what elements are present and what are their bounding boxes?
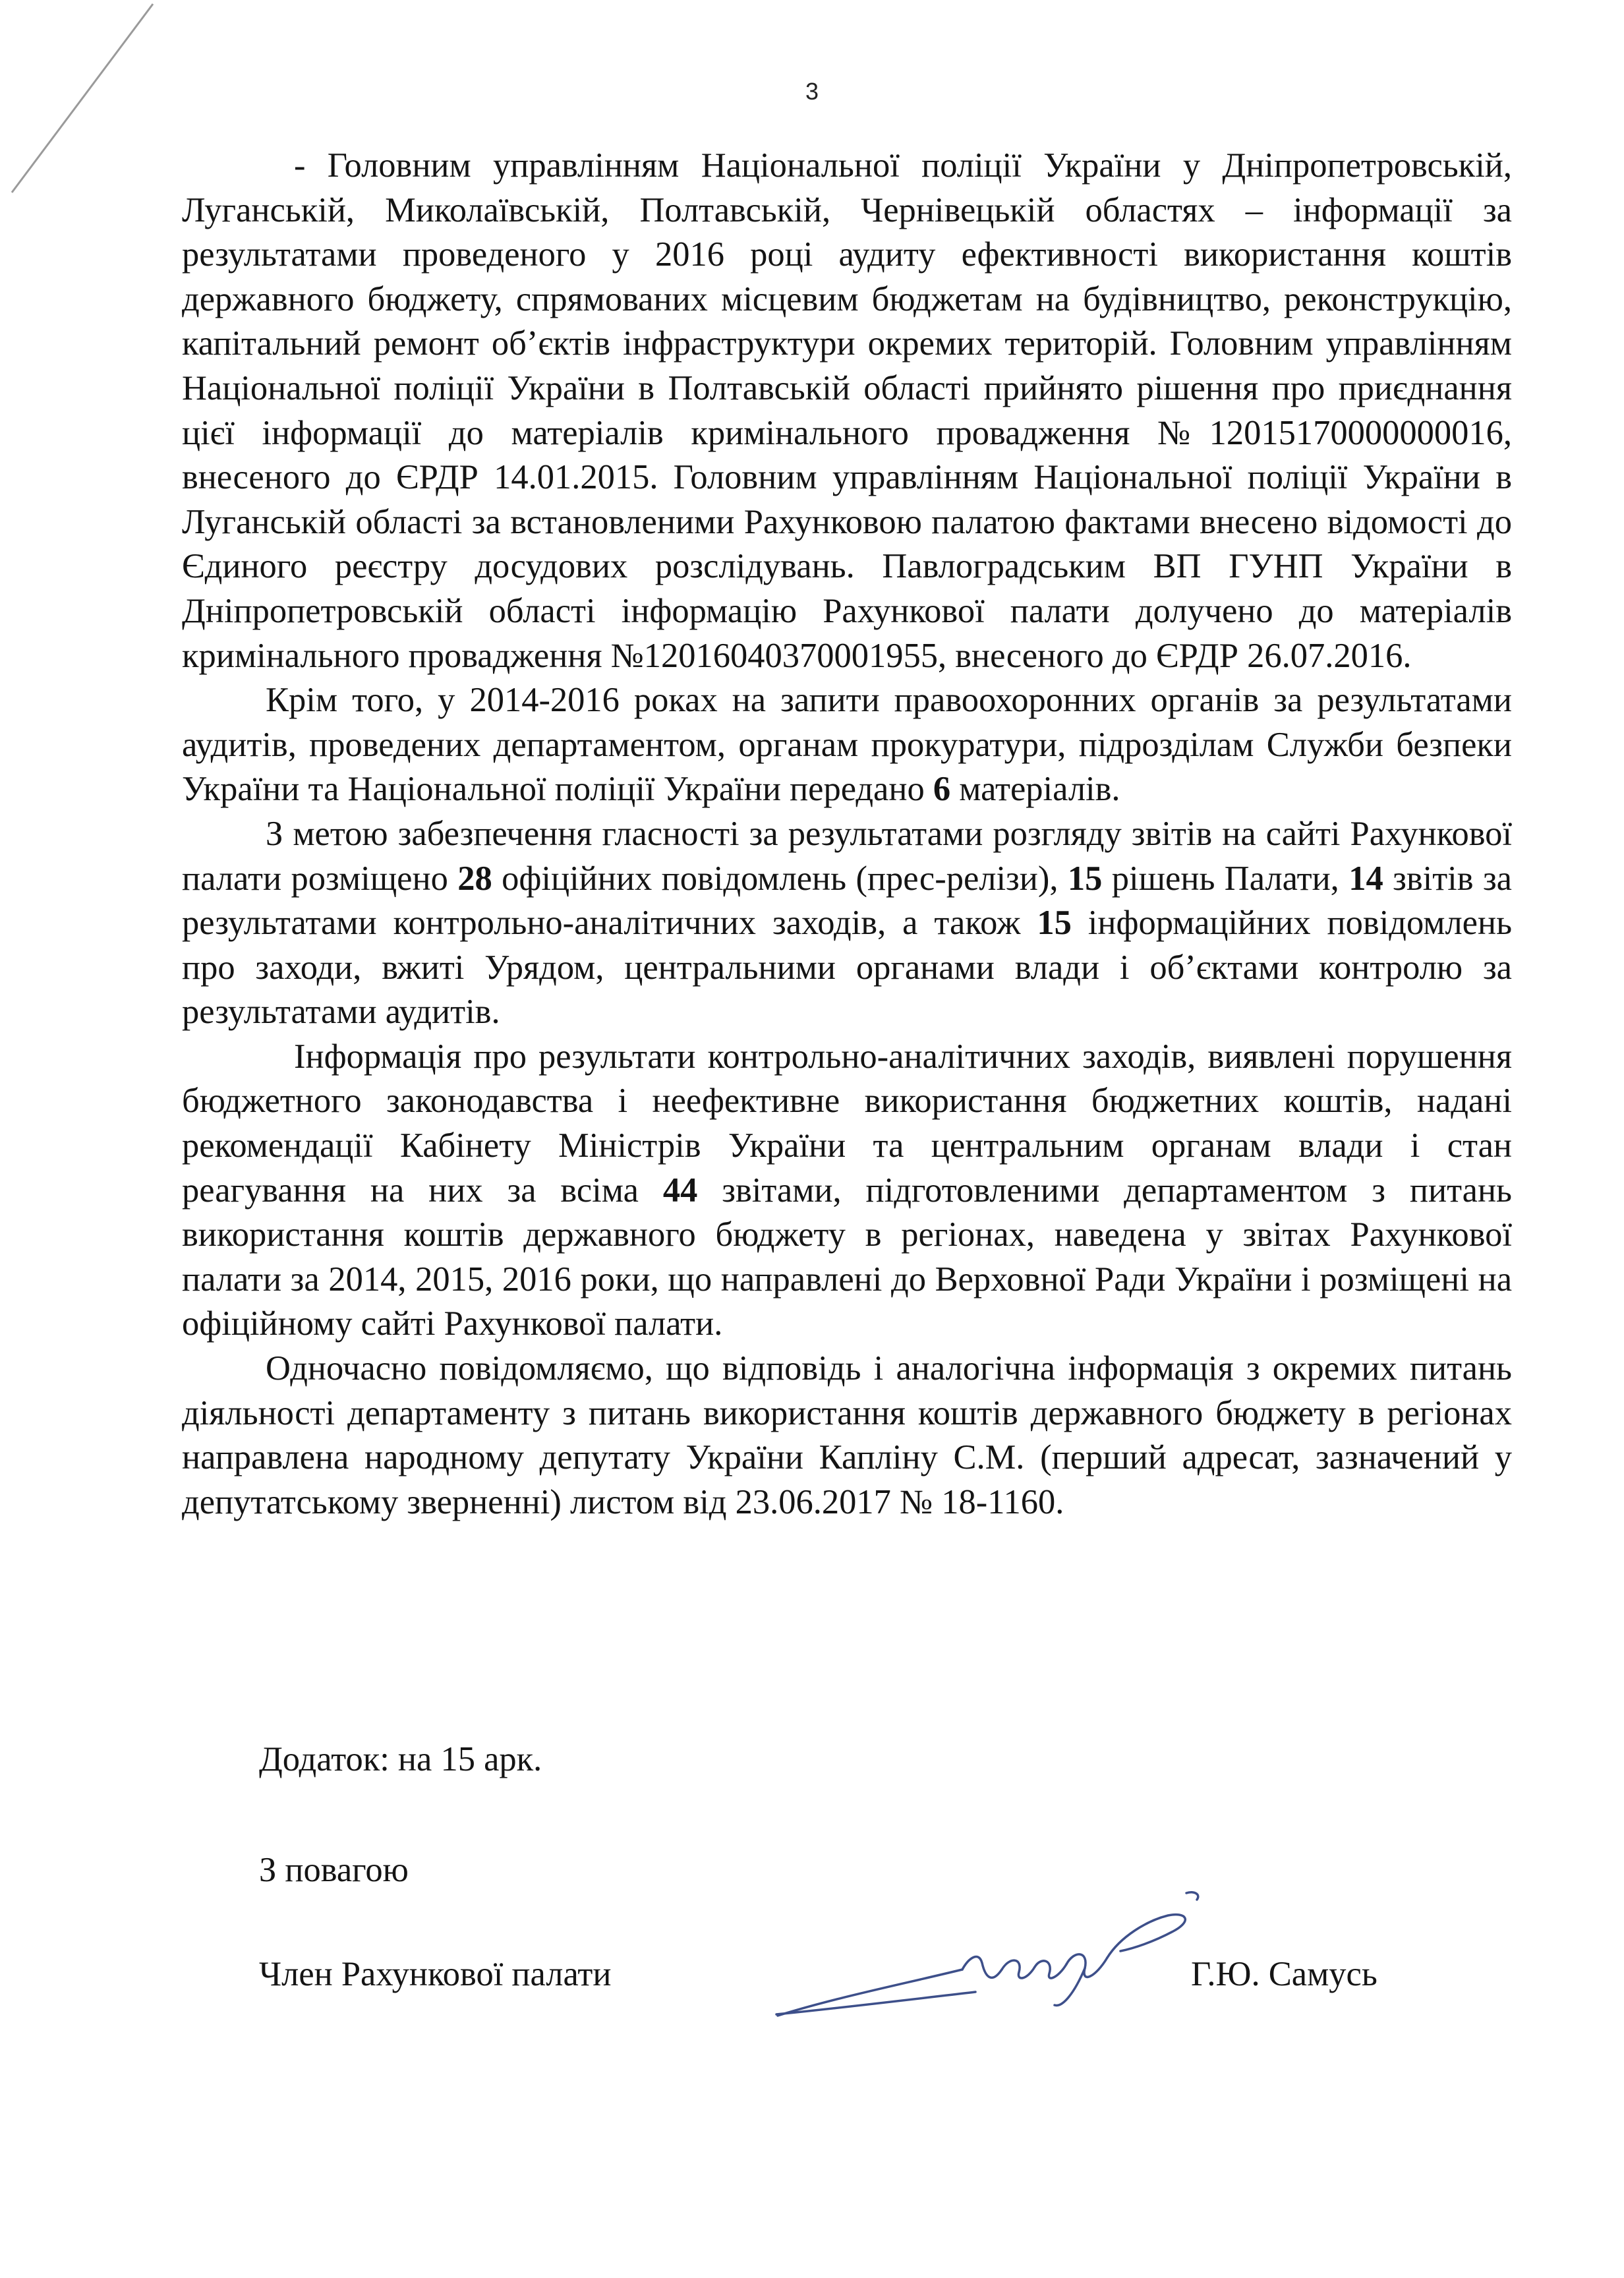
text-run: інформаційних повідомлень про заходи, вжиті Урядом, центральними органами влади і об’єктами контролю за результатами аудитів. bbox=[182, 904, 1513, 1032]
paragraph bbox=[182, 1347, 1512, 1525]
signer-name: Г.Ю. Самусь bbox=[1191, 1955, 1378, 1993]
closing-phrase: З повагою bbox=[259, 1851, 409, 1889]
bold-count: 15 bbox=[1067, 859, 1103, 898]
handwritten-signature bbox=[765, 1852, 1226, 2037]
text-run: Інформація про результати контрольно-аналітичних заходів, виявлені порушення бюджетного законодавства і неефективне використання бюджетних коштів, надані рекомендації Кабінету Міністрів України та центральним органам влади і стан реагування на них за всіма bbox=[182, 1037, 1512, 1210]
text-run: звітів за результатами контрольно-аналітичних заходів, а також bbox=[182, 859, 1512, 943]
paragraph bbox=[182, 1035, 1512, 1347]
text-run: - Головним управлінням Національної поліції України у Дніпропетровській, Луганській, Миколаївській, Полтавській, Чернівецькій областях – інформації за результатами проведеного у 2016 році аудиту ефективності використання коштів державного бюджету, спрямованих місцевим бюджетам на будівництво, реконструкцію, капітальний ремонт об’єктів інфраструктури окремих територій. Головним управлінням Національної поліції України в Полтавській області прийнято рішення про приєднання цієї інформації до матеріалів кримінального провадження №12015170000000016, внесеного до ЄРДР 14.01.2015. Головним управлінням Національної поліції України в Луганській області за встановленими Рахунковою палатою фактами внесено відомості до Єдиного реєстру досудових розслідувань. Павлоградським ВП ГУНП України в Дніпропетровській області інформацію Рахункової палати долучено до матеріалів кримінального провадження №12016040370001955, внесеного до ЄРДР 26.07.2016. bbox=[182, 146, 1512, 675]
text-run: рішень Палати, bbox=[1102, 859, 1349, 898]
text-run: З метою забезпечення гласності за результатами розгляду звітів на сайті Рахункової палати розміщено bbox=[182, 814, 1512, 898]
paragraph bbox=[182, 678, 1512, 812]
paragraph bbox=[182, 812, 1512, 1035]
page-number: 3 bbox=[805, 78, 819, 105]
text-run: офіційних повідомлень (прес-релізи), bbox=[492, 859, 1068, 898]
paragraph bbox=[182, 144, 1512, 678]
bold-count: 28 bbox=[457, 859, 492, 898]
text-run: Одночасно повідомляємо, що відповідь і аналогічна інформація з окремих питань діяльності департаменту з питань використання коштів державного бюджету в регіонах направлена народному депутату України Капліну С.М. (перший адресат, зазначений у депутатському зверненні) листом від 23.06.2017 № 18-1160. bbox=[182, 1349, 1512, 1521]
attachment-note: Додаток: на 15 арк. bbox=[259, 1740, 542, 1778]
bold-count: 44 bbox=[662, 1171, 698, 1210]
text-run: Крім того, у 2014-2016 роках на запити правоохоронних органів за результатами аудитів, проведених департаментом, органам прокуратури, підрозділам Служби безпеки України та Національної поліції України передано bbox=[182, 681, 1512, 809]
text-run: матеріалів. bbox=[950, 770, 1120, 809]
bold-count: 15 bbox=[1037, 904, 1072, 943]
text-run: звітами, підготовленими департаментом з питань використання коштів державного бюджету в регіонах, наведена у звітах Рахункової палати за 2014, 2015, 2016 роки, що направлені до Верховної Ради України і розміщені на офіційному сайті Рахункової палати. bbox=[182, 1171, 1512, 1343]
bold-count: 14 bbox=[1348, 859, 1383, 898]
bold-count: 6 bbox=[933, 770, 951, 809]
signer-title: Член Рахункової палати bbox=[259, 1955, 612, 1993]
scan-edge-mark bbox=[0, 0, 171, 211]
letter-body bbox=[182, 144, 1512, 1525]
